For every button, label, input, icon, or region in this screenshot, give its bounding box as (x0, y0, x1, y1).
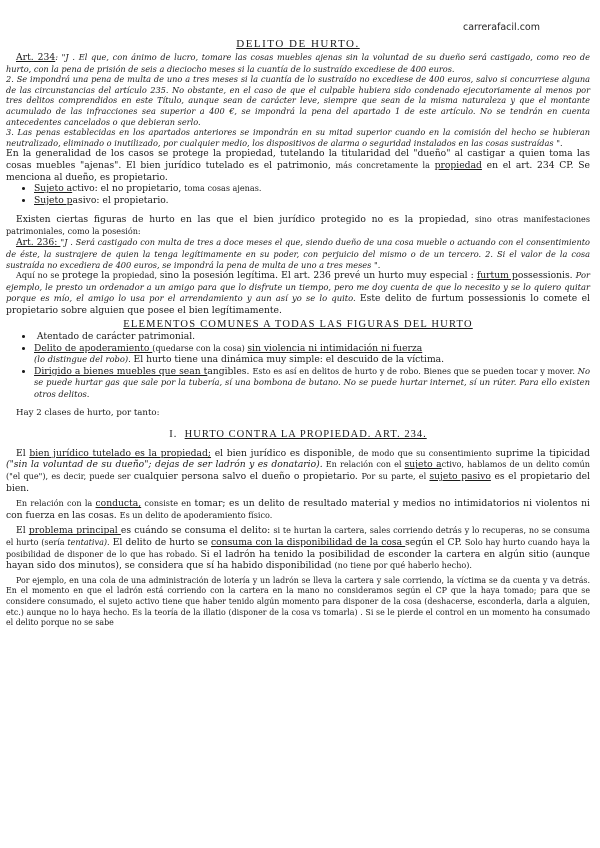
art236-paragraph: Art. 236: "J . Será castigado con multa de tres a doce meses el que, siendo dueño de una cosa mueble o actuando con el consentimiento de éste, la sustrajere de quien la tenga legítimamente en su poder, con perjuicio del mismo o de un tercero. 2. Si el valor de la cosa sustraída no excediera de 400 euros, se impondrá la pena de multa de uno a tres meses ". (6, 237, 590, 270)
list-item: • Delito de apoderamiento (quedarse con la cosa) sin violencia ni intimidación ni fuerza (lo distingue del robo). El hurto tiene una dinámica muy simple: el descuido de la víctima. (34, 343, 590, 366)
art236-ref: Art. 236: (16, 237, 61, 249)
art234-ref: Art. 234 (16, 52, 56, 63)
conducta-paragraph: En relación con la conducta, consiste en tomar; es un delito de resultado material y medios no intimidatorios ni violentos ni con fuerza en las cosas. Es un delito de apoderamiento físico. (6, 498, 590, 521)
document-page (6, 22, 590, 629)
list-item: • Atentado de carácter patrimonial. (34, 331, 590, 343)
page-title: DELITO DE HURTO. (236, 38, 360, 50)
elements-list (6, 331, 590, 400)
bien-paragraph: El bien jurídico tutelado es la propiedad; el bien jurídico es disponible, de modo que su consentimiento suprime la tipicidad ("sin la voluntad de su dueño"; dejas de ser ladrón y es donatario). En relación con el sujeto activo, hablamos de un delito común ("el que"), es decir, puede ser cualquier persona salvo el dueño o propietario. Por su parte, el sujeto pasivo es el propietario del bien. (6, 447, 591, 494)
list-item: • Sujeto activo: el no propietario, toma cosas ajenas. (34, 183, 590, 195)
elements-heading: ELEMENTOS COMUNES A TODAS LAS FIGURAS DEL HURTO (123, 319, 473, 331)
art234-paragraph-1: Art. 234: "J . El que, con ánimo de lucro, tomare las cosas muebles ajenas sin la voluntad de su dueño será castigado, como reo de hurto, con la pena de prisión de seis a dieciocho meses si la cuantía de lo sustraído excediese de 400 euros. (6, 52, 590, 74)
list-item: • Sujeto pasivo: el propietario. (34, 195, 590, 207)
list-item: • Dirigido a bienes muebles que sean tangibles. Esto es así en delitos de hurto y de robo. Bienes que se pueden tocar y mover. No se puede hurtar gas que sale por la tubería, sí una bombona de butano. No se puede hurtar internet, sí un rúter. Para ello existen otros delitos. (34, 366, 590, 401)
figures-paragraph: Existen ciertas figuras de hurto en las que el bien jurídico protegido no es la propiedad, sino otras manifestaciones patrimoniales, como la posesión: (6, 214, 590, 236)
general-paragraph: En la generalidad de los casos se protege la propiedad, tutelando la titularidad del "dueño" al castigar a quien toma las cosas muebles "ajenas". El bien jurídico tutelado es el patrimonio, más concretamente la propiedad en el art. 234 CP. Se menciona al dueño, es propietario. (6, 148, 590, 183)
art234-paragraph-2: 2. Se impondrá una pena de multa de uno a tres meses si la cuantía de lo sustraído no excediese de 400 euros, salvo si concurriese alguna de las circunstancias del artículo 235. No obstante, en el caso de que el culpable hubiera sido condenado ejecutoriamente al menos por tres delitos comprendidos en este Título, aunque sean de carácter leve, siempre que sean de la misma naturaleza y que el montante acumulado de las infracciones sea superior a 400 €, se impondrá la pena del apartado 1 de este artículo. No se tendrán en cuenta antecedentes cancelados o que debieran serlo. (6, 74, 590, 127)
furtum-paragraph: Aquí no se protege la propiedad, sino la posesión legítima. El art. 236 prevé un hurto muy especial : furtum possessionis. Por ejemplo, le presto un ordenador a un amigo para que lo disfrute un tiempo, pero me doy cuenta de que lo necesito y se lo quiero quitar porque es mío, el amigo lo usa por el arrendamiento y aun así yo se lo quito. Este delito de furtum possessionis lo comete el propietario sobre alguien que posee el bien legítimamente. (6, 270, 591, 316)
site-watermark: carrerafacil.com (462, 22, 540, 33)
two-classes-line: Hay 2 clases de hurto, por tanto: (16, 408, 160, 419)
ejemplo-paragraph: Por ejemplo, en una cola de una administración de lotería y un ladrón se lleva la cartera y sale corriendo, la víctima se da cuenta y va detrás. En el momento en que el ladrón está corriendo con la cartera en la mano no consideramos según el CP que la haya tomado; para que se considere consumado, el sujeto activo tiene que haber tenido algún momento para disponer de la cosa (deshacerse, esconderla, darla a alguien, etc.) aunque no lo haya hecho. Es la teoría de la illatio (disponer de la cosa vs tomarla) . Si se le pierde el control en un momento ha consumado el delito porque no se sabe (6, 575, 590, 628)
section1-heading: I. HURTO CONTRA LA PROPIEDAD. ART. 234. (169, 428, 427, 440)
subjects-list (6, 183, 590, 206)
art234-paragraph-3: 3. Las penas establecidas en los apartados anteriores se impondrán en su mitad superior cuando en la comisión del hecho se hubieran neutralizado, eliminado o inutilizado, por cualquier medio, los dispositivos de alarma o seguridad instalados en las cosas sustraídas ". (6, 127, 590, 148)
problema-paragraph: El problema principal es cuándo se consuma el delito: si te hurtan la cartera, sales corriendo detrás y lo recuperas, no se consuma el hurto (sería tentativa). El delito de hurto se consuma con la disponibilidad de la cosa según el CP. Solo hay hurto cuando haya la posibilidad de disponer de lo que has robado. Si el ladrón ha tenido la posibilidad de esconder la cartera en algún sitio (aunque hayan sido dos minutos), se considera que sí ha habido disponibilidad (no tiene por qué haberlo hecho). (6, 525, 591, 572)
